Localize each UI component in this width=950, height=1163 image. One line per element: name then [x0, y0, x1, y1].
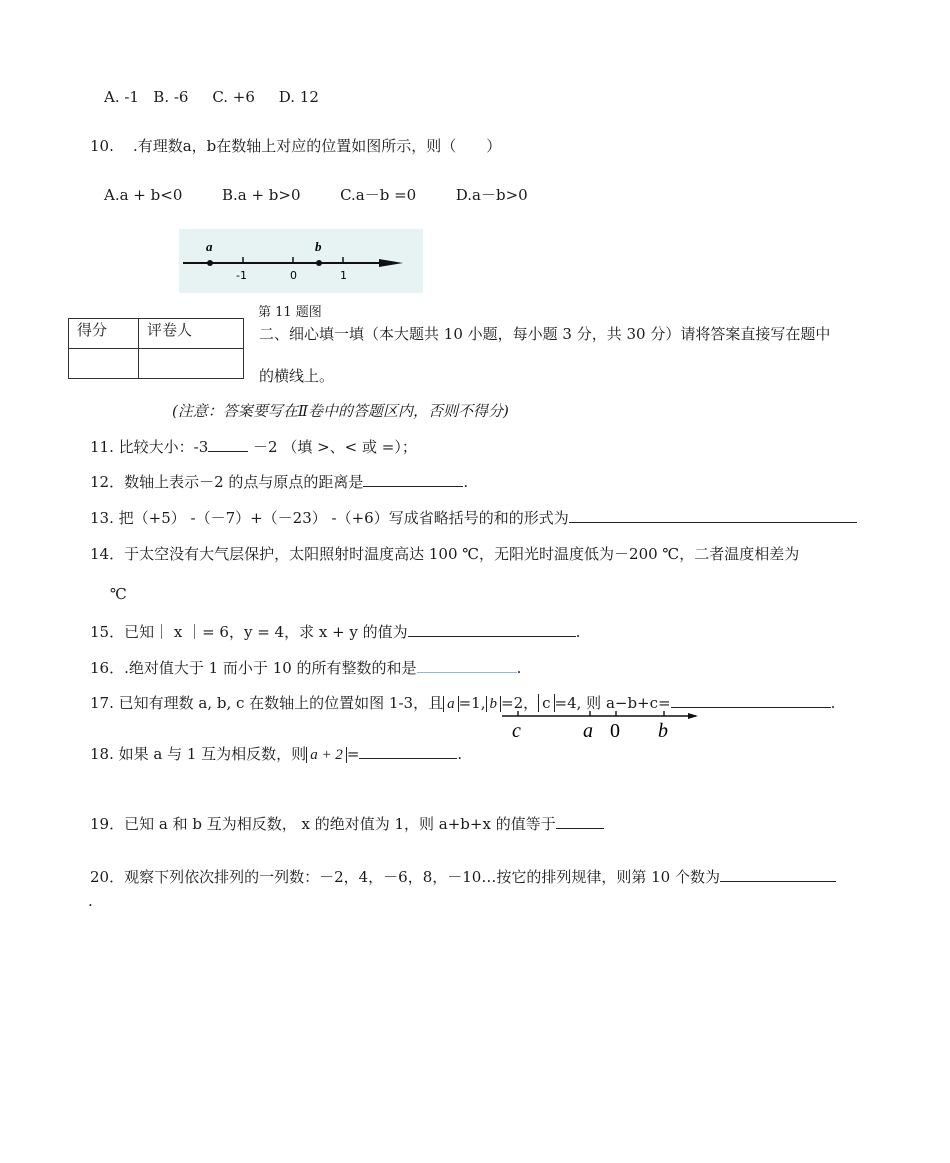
q18-abs-expr: a + 2 — [306, 747, 347, 763]
tick-label-minus-1: -1 — [236, 269, 247, 282]
q17-answer-blank[interactable] — [671, 693, 831, 708]
q14: 14．于太空没有大气层保护，太阳照射时温度高达 100 ℃，无阳光时温度低为－200 ℃，二者温度相差为 — [90, 545, 800, 563]
q11 — [90, 436, 417, 457]
section2-heading-cont: 的横线上。 — [259, 367, 335, 385]
tick-label-0: 0 — [290, 269, 297, 282]
section2-heading: 二、细心填一填（本大题共 10 小题，每小题 3 分，共 30 分）请将答案直接写在题中 — [259, 325, 831, 343]
q19-answer-blank[interactable] — [556, 814, 604, 829]
q18-answer-blank[interactable] — [359, 744, 457, 759]
q20-answer-blank[interactable] — [720, 867, 836, 882]
q17-label-0: 0 — [610, 720, 620, 742]
q10-option-c: C.a－b =0 — [340, 186, 417, 204]
q17-post: . — [830, 694, 836, 712]
q17 — [90, 692, 835, 713]
point-a — [207, 260, 213, 266]
q17-label-b: b — [658, 720, 668, 742]
q18-eq: = — [346, 745, 360, 763]
q9-option-b: B. -6 — [153, 88, 189, 106]
q16-answer-blank[interactable] — [417, 658, 517, 673]
q17-pre: 17. 已知有理数 a, b, c 在数轴上的位置如图 1-3，且 — [90, 694, 444, 712]
q10-text: .有理数a，b在数轴上对应的位置如图所示，则（ ） — [132, 137, 502, 155]
q10-stem — [90, 135, 501, 156]
q19 — [90, 813, 604, 834]
q10-option-a: A.a + b<0 — [104, 186, 183, 204]
q15-post: . — [575, 623, 581, 641]
q12 — [90, 471, 468, 492]
q19-pre: 19．已知 a 和 b 互为相反数， x 的绝对值为 1，则 a+b+x 的值等于 — [90, 815, 556, 833]
q17-label-c: c — [512, 720, 521, 742]
q13-pre: 13. 把（+5） -（－7）+（－23） -（+6）写成省略括号的和的形式为 — [90, 509, 569, 527]
fig11-svg — [179, 229, 423, 293]
q17-eq1: =1, — [458, 694, 486, 712]
q9-option-c: C. +6 — [212, 88, 255, 106]
q18-pre: 18. 如果 a 与 1 互为相反数，则 — [90, 745, 307, 763]
tick-label-1: 1 — [340, 269, 347, 282]
q17-abs-c: c — [538, 694, 554, 712]
q16 — [90, 657, 521, 678]
q20 — [90, 866, 836, 887]
fig11-number-line — [179, 229, 423, 293]
score-cell[interactable] — [69, 349, 139, 379]
q18-post: . — [457, 745, 463, 763]
q20-post: . — [88, 892, 93, 910]
point-b — [316, 260, 322, 266]
q10-option-b: B.a + b>0 — [221, 186, 301, 204]
q17-label-a: a — [583, 720, 593, 742]
axis-arrow — [379, 259, 403, 267]
q17-eq2: =2， — [501, 694, 539, 712]
label-a: a — [206, 239, 213, 254]
q17-eq3: =4, 则 a−b+c= — [554, 694, 671, 712]
q12-pre: 12．数轴上表示－2 的点与原点的距离是 — [90, 473, 364, 491]
q16-pre: 16．.绝对值大于 1 而小于 10 的所有整数的和是 — [90, 659, 417, 677]
q10-options — [104, 184, 528, 205]
q10-number: 10. — [90, 137, 114, 155]
score-table — [68, 318, 244, 379]
q11-answer-blank[interactable] — [208, 437, 248, 452]
q17-number-line — [500, 708, 700, 744]
q20-pre: 20．观察下列依次排列的一列数：－2，4，－6，8，－10…按它的排列规律，则第 10 个数为 — [90, 868, 720, 886]
q10-option-d: D.a－b>0 — [455, 186, 528, 204]
q12-answer-blank[interactable] — [363, 472, 463, 487]
score-header: 得分 — [69, 319, 139, 349]
q13-answer-blank[interactable] — [569, 508, 857, 523]
q9-option-a: A. -1 — [104, 88, 139, 106]
grader-cell[interactable] — [139, 349, 244, 379]
q15-pre: 15．已知｜ x ｜= 6，y = 4，求 x + y 的值为 — [90, 623, 408, 641]
q12-post: . — [463, 473, 469, 491]
q14-unit: ℃ — [110, 585, 127, 603]
q13 — [90, 507, 857, 528]
q17-abs-a: a — [443, 696, 459, 712]
q9-option-d: D. 12 — [278, 88, 319, 106]
q9-options — [104, 88, 319, 106]
grader-header: 评卷人 — [139, 319, 244, 349]
q15-answer-blank[interactable] — [408, 622, 576, 637]
q11-pre: 11. 比较大小：-3 — [90, 438, 209, 456]
q18 — [90, 743, 462, 764]
label-b: b — [315, 239, 322, 254]
q17-axis-arrow — [688, 713, 698, 719]
section2-note: (注意：答案要写在Ⅱ卷中的答题区内，否则不得分) — [172, 402, 509, 420]
q17-abs-b: b — [486, 696, 502, 712]
fig11-caption: 第 11 题图 — [258, 305, 322, 320]
q15 — [90, 621, 580, 642]
q11-post: －2 （填 >、< 或 =）； — [248, 438, 417, 456]
q16-post: . — [516, 659, 522, 677]
